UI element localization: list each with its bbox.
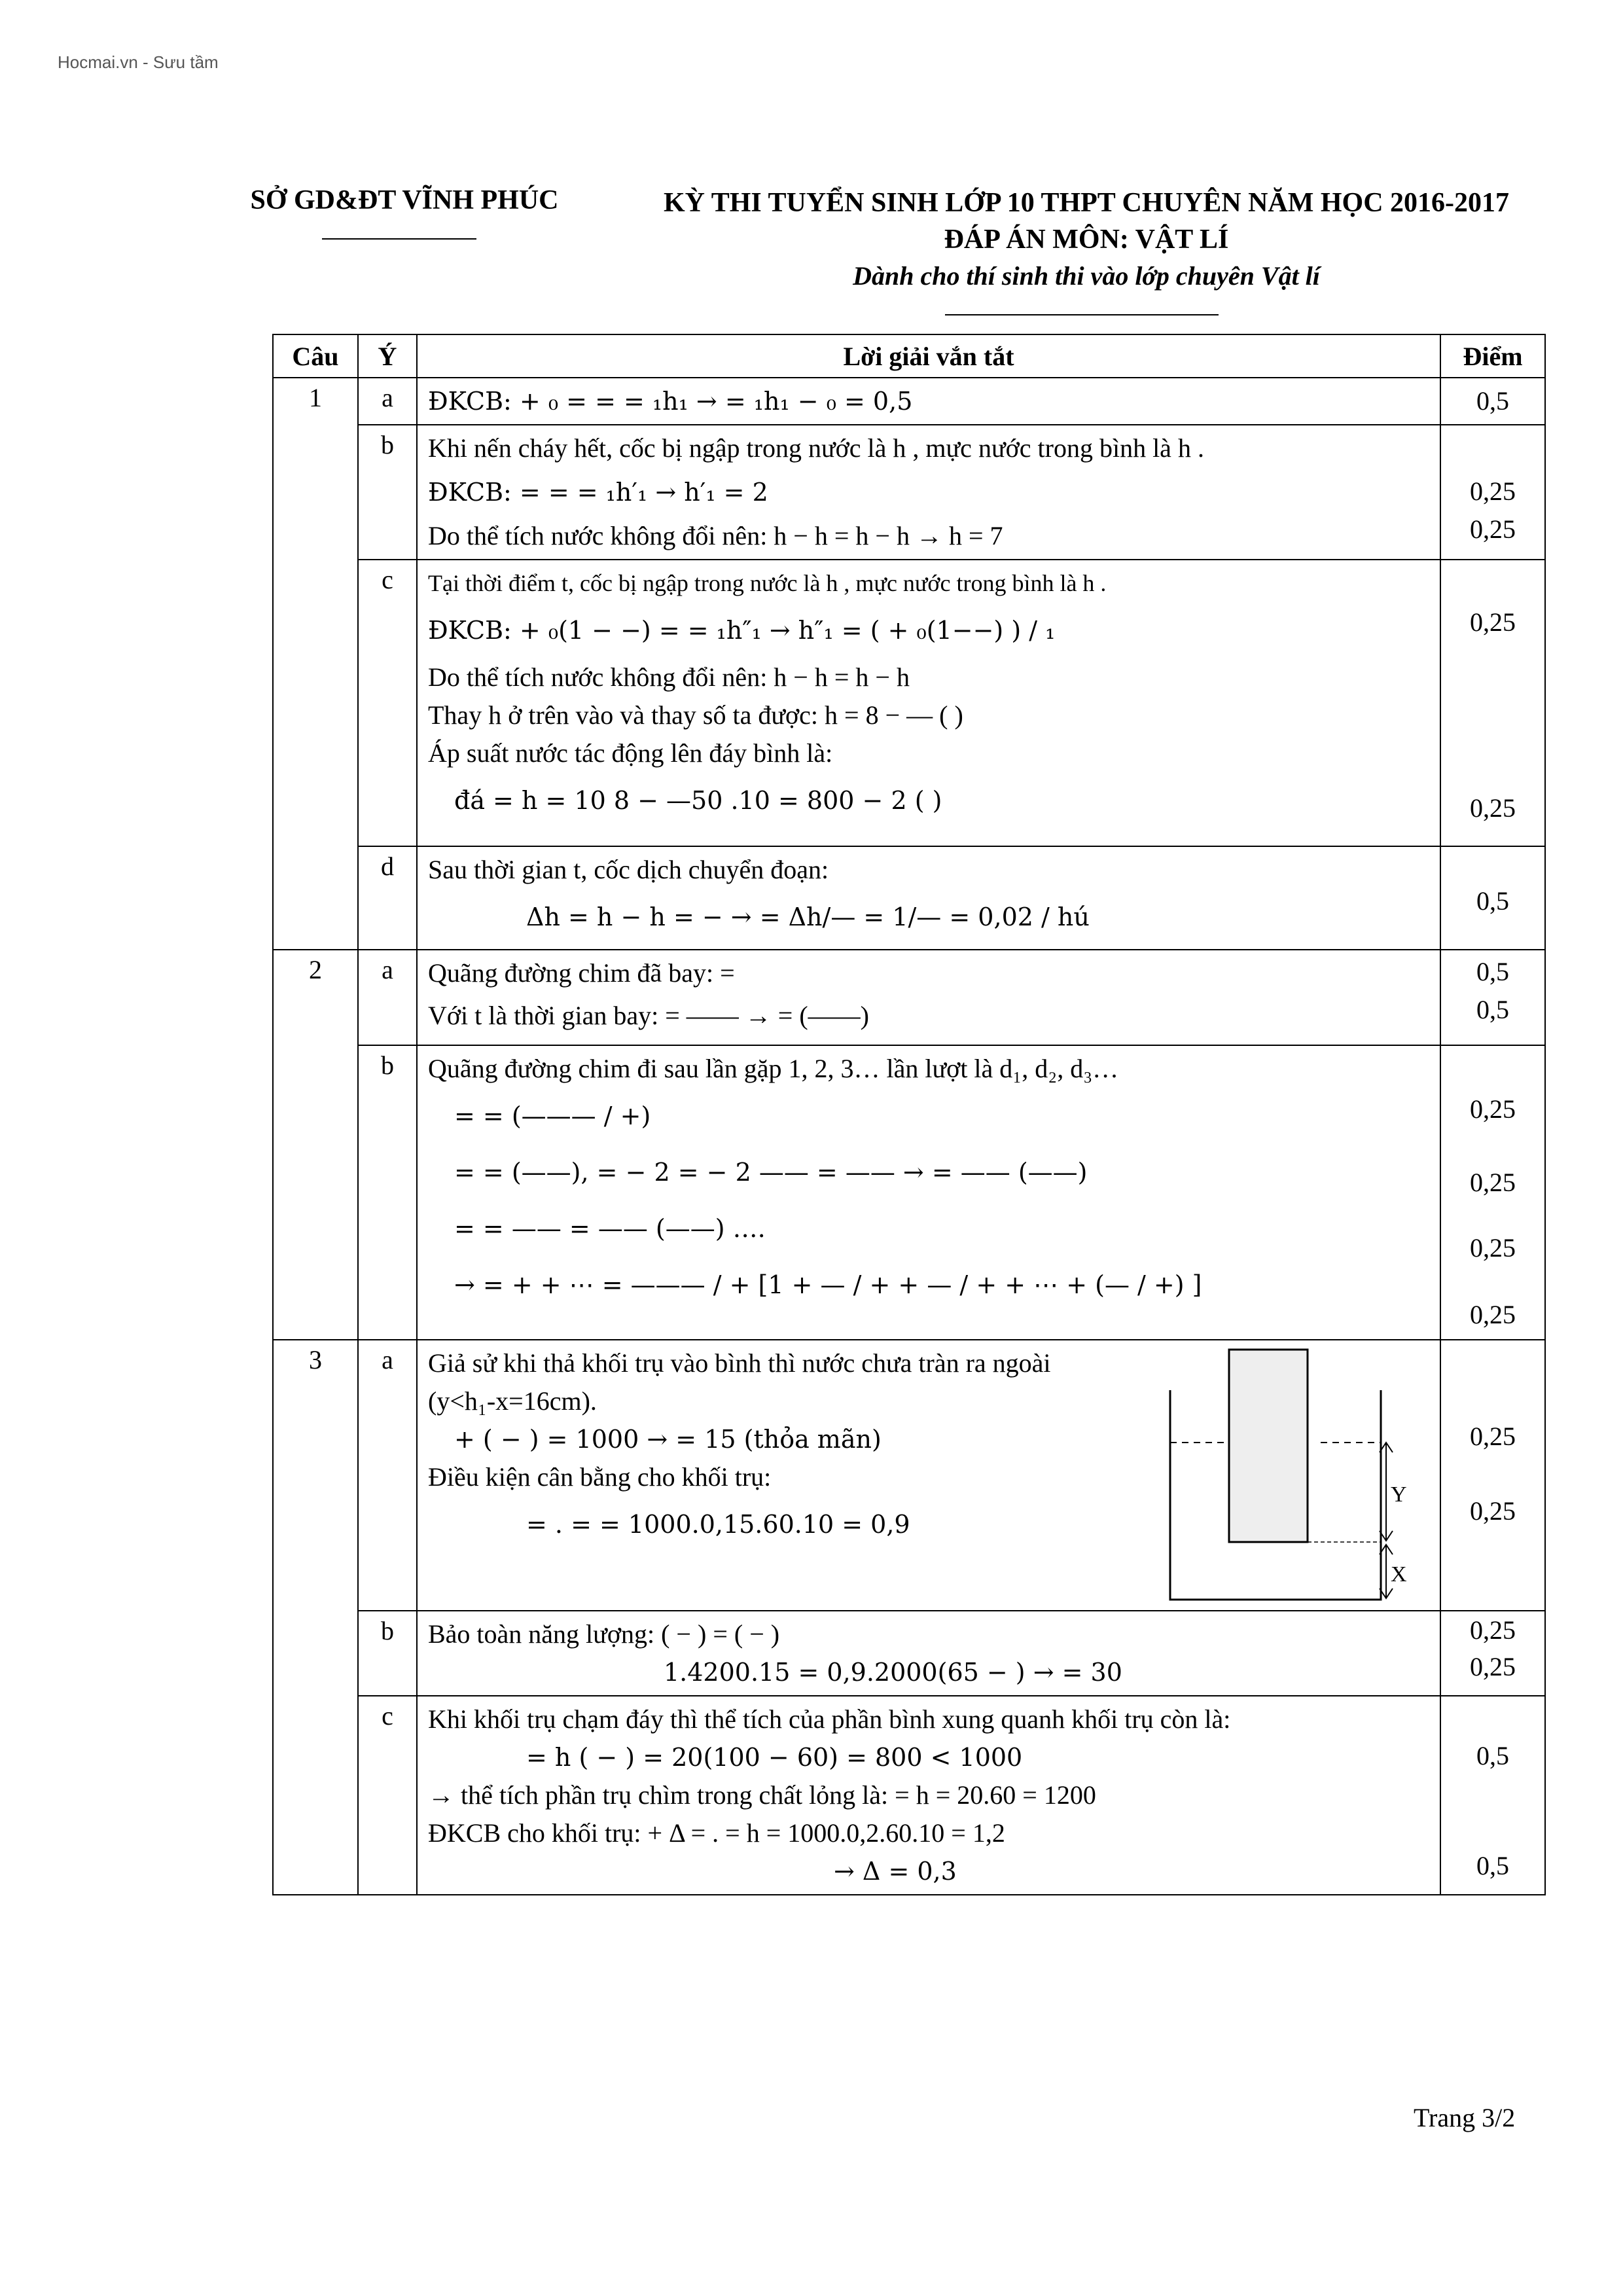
solution-line: → thể tích phần trụ chìm trong chất lỏng là: = h = 20.60 = 1200 <box>428 1780 1096 1810</box>
solution-line: = . = = 1000.0,15.60.10 = 0,9 <box>526 1510 910 1539</box>
points-value: 0,5 <box>1476 386 1509 416</box>
part-label: a <box>358 378 417 425</box>
solution-cell <box>417 1611 1440 1696</box>
table-row <box>273 1045 1545 1340</box>
part-label: a <box>358 1340 417 1611</box>
table-row <box>273 950 1545 1045</box>
table-row <box>273 1696 1545 1895</box>
solution-line: Khi khối trụ chạm đáy thì thể tích của phần bình xung quanh khối trụ còn là: <box>428 1704 1231 1734</box>
exam-title: KỲ THI TUYỂN SINH LỚP 10 THPT CHUYÊN NĂM HỌC 2016-2017 <box>663 188 1510 218</box>
points-value: 0,25 <box>1470 793 1516 823</box>
solution-cell <box>417 560 1440 846</box>
label-x: X <box>1391 1562 1407 1587</box>
exam-header <box>615 185 1558 295</box>
solution-cell <box>417 425 1440 560</box>
school-header: SỞ GD&ĐT VĨNH PHÚC <box>250 185 559 215</box>
points-value: 0,25 <box>1470 1168 1516 1197</box>
cylinder-block <box>1229 1350 1308 1542</box>
solution-line: ĐKCB: + ₀(1 − −) = = ₁h″₁ → h″₁ = ( + ₀(1−−) ) / ₁ <box>428 616 1056 645</box>
header-y: Ý <box>358 334 417 378</box>
solution-cell <box>417 950 1440 1045</box>
solution-line: 1.4200.15 = 0,9.2000(65 − ) → = 30 <box>664 1658 1122 1687</box>
solution-line: Điều kiện cân bằng cho khối trụ: <box>428 1462 772 1492</box>
table-row <box>273 846 1545 950</box>
cylinder-in-vessel-figure <box>1164 1344 1407 1606</box>
solution-cell <box>417 378 1440 425</box>
part-label: b <box>358 1045 417 1340</box>
header-loi-giai: Lời giải vắn tắt <box>417 334 1440 378</box>
solution-line: đá = h = 10 8 − —50 .10 = 800 − 2 ( ) <box>454 786 942 815</box>
header-underline-left <box>322 238 476 240</box>
part-label: c <box>358 1696 417 1895</box>
solution-line: (y<h₁-x=16cm). <box>428 1386 597 1416</box>
points-value: 0,25 <box>1470 514 1516 544</box>
solution-line: ĐKCB: = = = ₁h′₁ → h′₁ = 2 <box>428 478 768 507</box>
solution-line: Áp suất nước tác động lên đáy bình là: <box>428 738 833 768</box>
points-cell <box>1440 378 1545 425</box>
table-header-row <box>273 334 1545 378</box>
solution-line: Quãng đường chim đã bay: = <box>428 958 735 988</box>
part-label: a <box>358 950 417 1045</box>
solution-line: = = (——), = − 2 = − 2 —— = —— → = —— (——) <box>454 1158 1088 1187</box>
points-value: 0,25 <box>1470 1652 1516 1681</box>
solution-line: = = —— = —— (——) …. <box>454 1214 766 1243</box>
solution-line: Quãng đường chim đi sau lần gặp 1, 2, 3… lần lượt là d₁, d₂, d₃… <box>428 1054 1119 1083</box>
solution-line: Khi nến cháy hết, cốc bị ngập trong nước là h , mực nước trong bình là h . <box>428 433 1204 463</box>
points-value: 0,25 <box>1470 1615 1516 1645</box>
solution-line: → Δ = 0,3 <box>834 1857 957 1886</box>
points-value: 0,5 <box>1476 995 1509 1024</box>
points-cell <box>1440 1340 1545 1611</box>
label-y: Y <box>1391 1482 1407 1507</box>
solution-cell <box>417 1340 1440 1611</box>
solution-cell <box>417 1696 1440 1895</box>
answer-table <box>272 334 1546 1895</box>
table-row <box>273 560 1545 846</box>
table-row <box>273 378 1545 425</box>
header-underline-right <box>945 314 1219 315</box>
points-cell <box>1440 425 1545 560</box>
solution-line: Với t là thời gian bay: = —— → = (——) <box>428 1001 870 1030</box>
solution-line: Giả sử khi thả khối trụ vào bình thì nước chưa tràn ra ngoài <box>428 1348 1051 1378</box>
table-row <box>273 425 1545 560</box>
points-value: 0,5 <box>1476 957 1509 986</box>
points-cell <box>1440 950 1545 1045</box>
points-cell <box>1440 846 1545 950</box>
points-value: 0,25 <box>1470 1496 1516 1526</box>
points-value: 0,25 <box>1470 1422 1516 1451</box>
solution-cell <box>417 846 1440 950</box>
points-cell <box>1440 1696 1545 1895</box>
part-label: b <box>358 1611 417 1696</box>
points-value: 0,5 <box>1476 886 1509 916</box>
page-number: Trang 3/2 <box>1414 2103 1516 2132</box>
question-number: 1 <box>273 378 358 950</box>
header-cau: Câu <box>273 334 358 378</box>
solution-line: Do thể tích nước không đổi nên: h − h = h − h <box>428 662 910 692</box>
solution-line: Bảo toàn năng lượng: ( − ) = ( − ) <box>428 1619 780 1649</box>
solution-line: Do thể tích nước không đổi nên: h − h = h − h → h = 7 <box>428 521 1003 550</box>
points-cell <box>1440 1045 1545 1340</box>
points-value: 0,25 <box>1470 1233 1516 1263</box>
points-value: 0,5 <box>1476 1851 1509 1880</box>
header-diem: Điểm <box>1440 334 1545 378</box>
points-value: 0,25 <box>1470 476 1516 506</box>
solution-line: Thay h ở trên vào và thay số ta được: h = 8 − — ( ) <box>428 700 963 730</box>
watermark: Hocmai.vn - Sưu tầm <box>58 52 219 72</box>
solution-cell <box>417 1045 1440 1340</box>
question-number: 2 <box>273 950 358 1340</box>
points-value: 0,25 <box>1470 1094 1516 1124</box>
points-value: 0,25 <box>1470 607 1516 637</box>
solution-line: ĐKCB cho khối trụ: + Δ = . = h = 1000.0,2.60.10 = 1,2 <box>428 1818 1005 1848</box>
subject-title: ĐÁP ÁN MÔN: VẬT LÍ <box>944 224 1229 255</box>
points-cell <box>1440 1611 1545 1696</box>
solution-line: Tại thời điểm t, cốc bị ngập trong nước là h , mực nước trong bình là h . <box>428 570 1107 596</box>
solution-line: Sau thời gian t, cốc dịch chuyển đoạn: <box>428 855 829 884</box>
solution-line: → = + + ⋯ = ——— / + [1 + — / + + — / + + ⋯ + (— / +) ] <box>454 1270 1202 1299</box>
solution-line: ĐKCB: + ₀ = = = ₁h₁ → = ₁h₁ − ₀ = 0,5 <box>428 387 913 416</box>
table-row <box>273 1611 1545 1696</box>
exam-subtitle: Dành cho thí sinh thi vào lớp chuyên Vật lí <box>853 261 1320 291</box>
solution-line: + ( − ) = 1000 → = 15 (thỏa mãn) <box>454 1425 882 1454</box>
table-row <box>273 1340 1545 1611</box>
points-cell <box>1440 560 1545 846</box>
points-value: 0,25 <box>1470 1300 1516 1329</box>
solution-line: = h ( − ) = 20(100 − 60) = 800 < 1000 <box>526 1743 1023 1772</box>
solution-line: = = (——— / +) <box>454 1102 651 1130</box>
part-label: b <box>358 425 417 560</box>
part-label: d <box>358 846 417 950</box>
part-label: c <box>358 560 417 846</box>
points-value: 0,5 <box>1476 1741 1509 1770</box>
question-number: 3 <box>273 1340 358 1895</box>
solution-line: Δh = h − h = − → = Δh/— = 1/— = 0,02 / hú <box>526 903 1090 931</box>
